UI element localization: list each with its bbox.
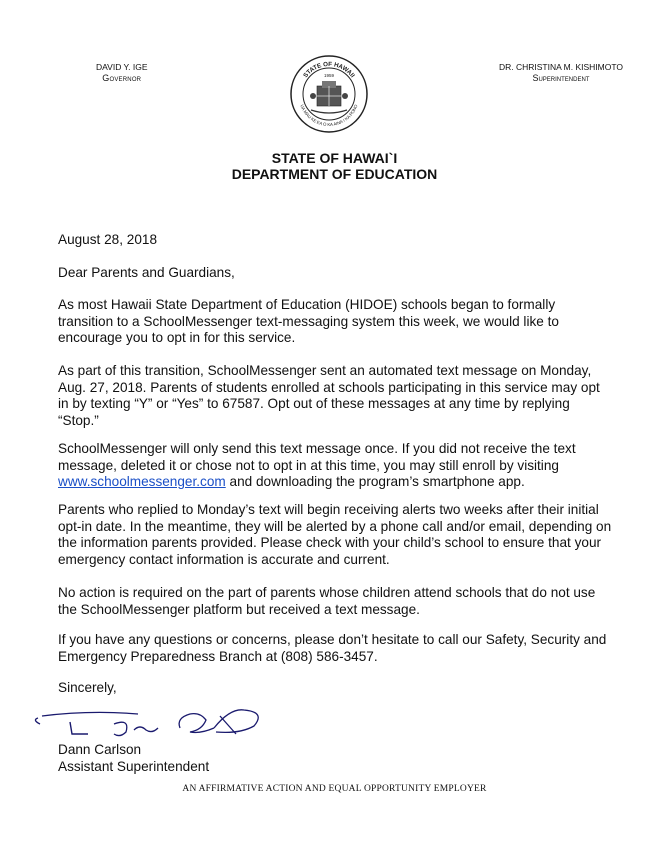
paragraph-alerts: Parents who replied to Monday’s text will begin receiving alerts two weeks after their initial opt-in date. In the meantime, they will be alerted by a phone call and/or email, depending on the information parents provided. Please check with your child’s school to ensure that your emergency contact information is accurate and current. bbox=[58, 502, 612, 567]
signer-name: Dann Carlson bbox=[58, 742, 142, 757]
state-seal-icon bbox=[289, 54, 369, 134]
superintendent-title: Superintendent bbox=[532, 73, 590, 83]
footer-eeo: AN AFFIRMATIVE ACTION AND EQUAL OPPORTUNITY EMPLOYER bbox=[182, 784, 487, 794]
paragraph-intro: As most Hawaii State Department of Education (HIDOE) schools began to formally transition to a SchoolMessenger text-messaging system this week, we would like to encourage you to opt in for this service. bbox=[58, 297, 559, 345]
seal-year: 1959 bbox=[323, 73, 335, 78]
superintendent-name: DR. CHRISTINA M. KISHIMOTO bbox=[498, 62, 623, 72]
letter-date: August 28, 2018 bbox=[58, 232, 158, 247]
salutation: Dear Parents and Guardians, bbox=[58, 265, 235, 280]
paragraph-enroll-text-2: and downloading the program’s smartphone app. bbox=[225, 474, 525, 489]
governor-name: DAVID Y. IGE bbox=[96, 62, 148, 72]
schoolmessenger-link[interactable]: www.schoolmessenger.com bbox=[58, 474, 226, 489]
signer-title: Assistant Superintendent bbox=[58, 759, 210, 774]
department-title: DEPARTMENT OF EDUCATION bbox=[231, 166, 438, 182]
svg-text:UA MAU KE EA O KA AINA I KA PO bbox=[299, 103, 358, 127]
paragraph-transition: As part of this transition, SchoolMessenger sent an automated text message on Monday, Aug. 27, 2018. Parents of students enrolled at schools participating in this service may opt in by texting “Y” or “Yes” to 67587. Opt out of these messages at any time by replying “Stop.” bbox=[58, 363, 600, 428]
seal-top-text: STATE OF HAWAII bbox=[302, 60, 356, 80]
state-title: STATE OF HAWAI`I bbox=[271, 150, 398, 166]
governor-title: Governor bbox=[102, 73, 142, 83]
paragraph-enroll bbox=[58, 441, 613, 491]
signature-icon bbox=[30, 700, 270, 742]
paragraph-no-action: No action is required on the part of parents whose children attend schools that do not use the SchoolMessenger platform but received a text message. bbox=[58, 585, 596, 617]
seal-bottom-text: UA MAU KE EA O KA AINA I KA PONO bbox=[299, 103, 359, 128]
paragraph-questions: If you have any questions or concerns, please don’t hesitate to call our Safety, Security and Emergency Preparedness Branch at (808) 586-3457. bbox=[58, 632, 607, 664]
closing: Sincerely, bbox=[58, 680, 117, 695]
governor-block bbox=[96, 62, 148, 84]
paragraph-enroll-text-1: SchoolMessenger will only send this text message once. If you did not receive the text message, deleted it or chose not to opt in at this time, you may still enroll by visiting bbox=[58, 441, 576, 473]
superintendent-block bbox=[499, 62, 623, 84]
